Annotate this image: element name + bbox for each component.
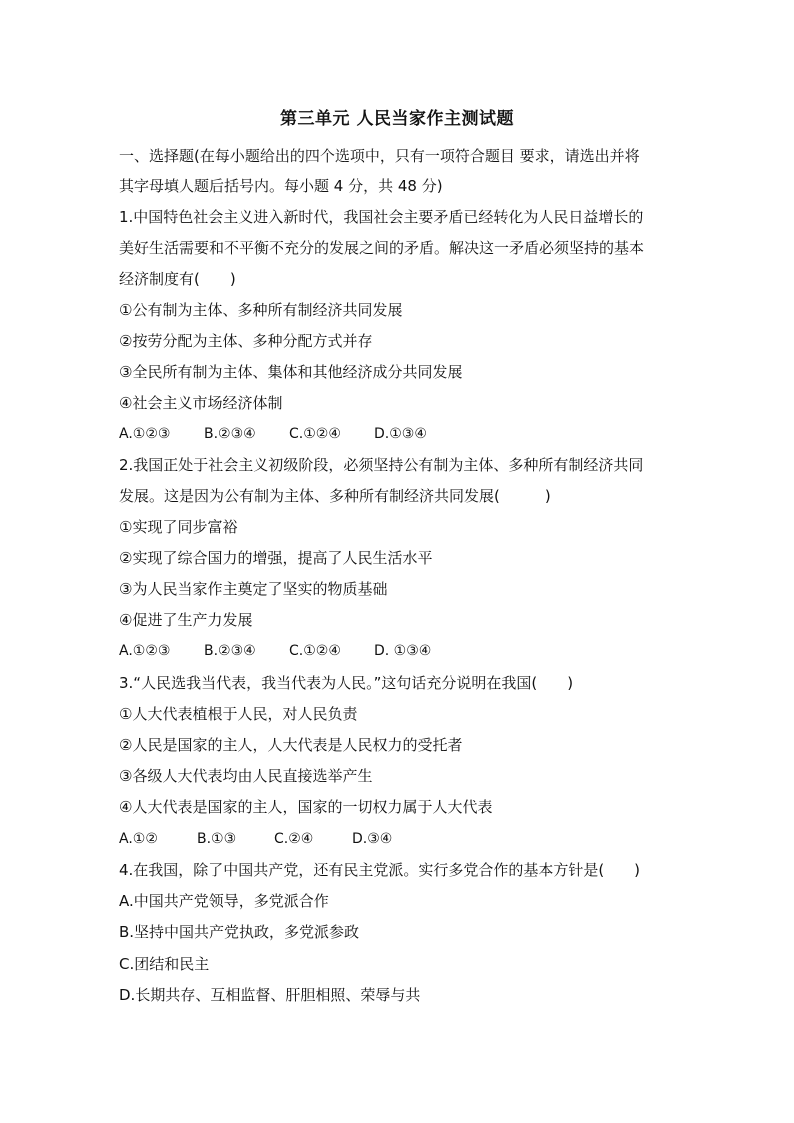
question-1-options [119,424,427,444]
question-4-choice-a: A.中国共产党领导，多党派合作 [119,892,329,910]
question-3-stem: 3.“人民选我当代表，我当代表为人民。”这句话充分说明在我国( ) [119,674,574,692]
page-title: 第三单元 人民当家作主测试题 [280,109,514,129]
option-b: B.①③ [197,831,237,847]
question-3-item-1: ①人大代表植根于人民，对人民负责 [119,705,358,723]
question-2-item-4: ④促进了生产力发展 [119,611,253,629]
option-d: D.①③④ [374,426,427,442]
question-1-stem-line2: 美好生活需要和不平衡不充分的发展之间的矛盾。解决这一矛盾必须坚持的基本 [119,239,645,257]
section-instructions-line2: 其字母填人题后括号内。每小题 4 分，共 48 分) [119,177,443,195]
question-4-stem: 4.在我国，除了中国共产党，还有民主党派。实行多党合作的基本方针是( ) [119,861,641,879]
question-4-choice-b: B.坚持中国共产党执政，多党派参政 [119,923,360,941]
question-2-item-3: ③为人民当家作主奠定了坚实的物质基础 [119,580,388,598]
question-3-item-3: ③各级人大代表均由人民直接选举产生 [119,767,373,785]
question-3-item-2: ②人民是国家的主人，人大代表是人民权力的受托者 [119,736,463,754]
question-3-options [119,829,392,849]
question-2-stem-line2: 发展。这是因为公有制为主体、多种所有制经济共同发展( ) [119,487,551,505]
question-1-stem-line3: 经济制度有( ) [119,270,236,288]
question-1-item-2: ②按劳分配为主体、多种分配方式并存 [119,332,373,350]
question-1-item-3: ③全民所有制为主体、集体和其他经济成分共同发展 [119,363,463,381]
question-1-stem-line1: 1.中国特色社会主义进入新时代，我国社会主要矛盾已经转化为人民日益增长的 [119,208,644,226]
option-a: A.①②③ [119,643,171,659]
question-1-item-4: ④社会主义市场经济体制 [119,394,283,412]
option-b: B.②③④ [204,643,256,659]
option-d: D. ①③④ [374,643,432,659]
option-c: C.①②④ [289,643,341,659]
question-1-item-1: ①公有制为主体、多种所有制经济共同发展 [119,301,403,319]
question-4-choice-c: C.团结和民主 [119,955,210,973]
question-2-stem-line1: 2.我国正处于社会主义初级阶段，必须坚持公有制为主体、多种所有制经济共同 [119,456,644,474]
option-a: A.①② [119,831,158,847]
option-a: A.①②③ [119,426,171,442]
option-b: B.②③④ [204,426,256,442]
question-2-item-2: ②实现了综合国力的增强，提高了人民生活水平 [119,549,433,567]
option-c: C.①②④ [289,426,341,442]
option-d: D.③④ [352,831,393,847]
option-c: C.②④ [274,831,314,847]
question-2-item-1: ①实现了同步富裕 [119,518,238,536]
question-2-options [119,641,431,661]
question-4-choice-d: D.长期共存、互相监督、肝胆相照、荣辱与共 [119,986,421,1004]
question-3-item-4: ④人大代表是国家的主人，国家的一切权力属于人大代表 [119,798,493,816]
section-instructions-line1: 一、选择题(在每小题给出的四个选项中，只有一项符合题目 要求，请选出并将 [119,147,640,165]
